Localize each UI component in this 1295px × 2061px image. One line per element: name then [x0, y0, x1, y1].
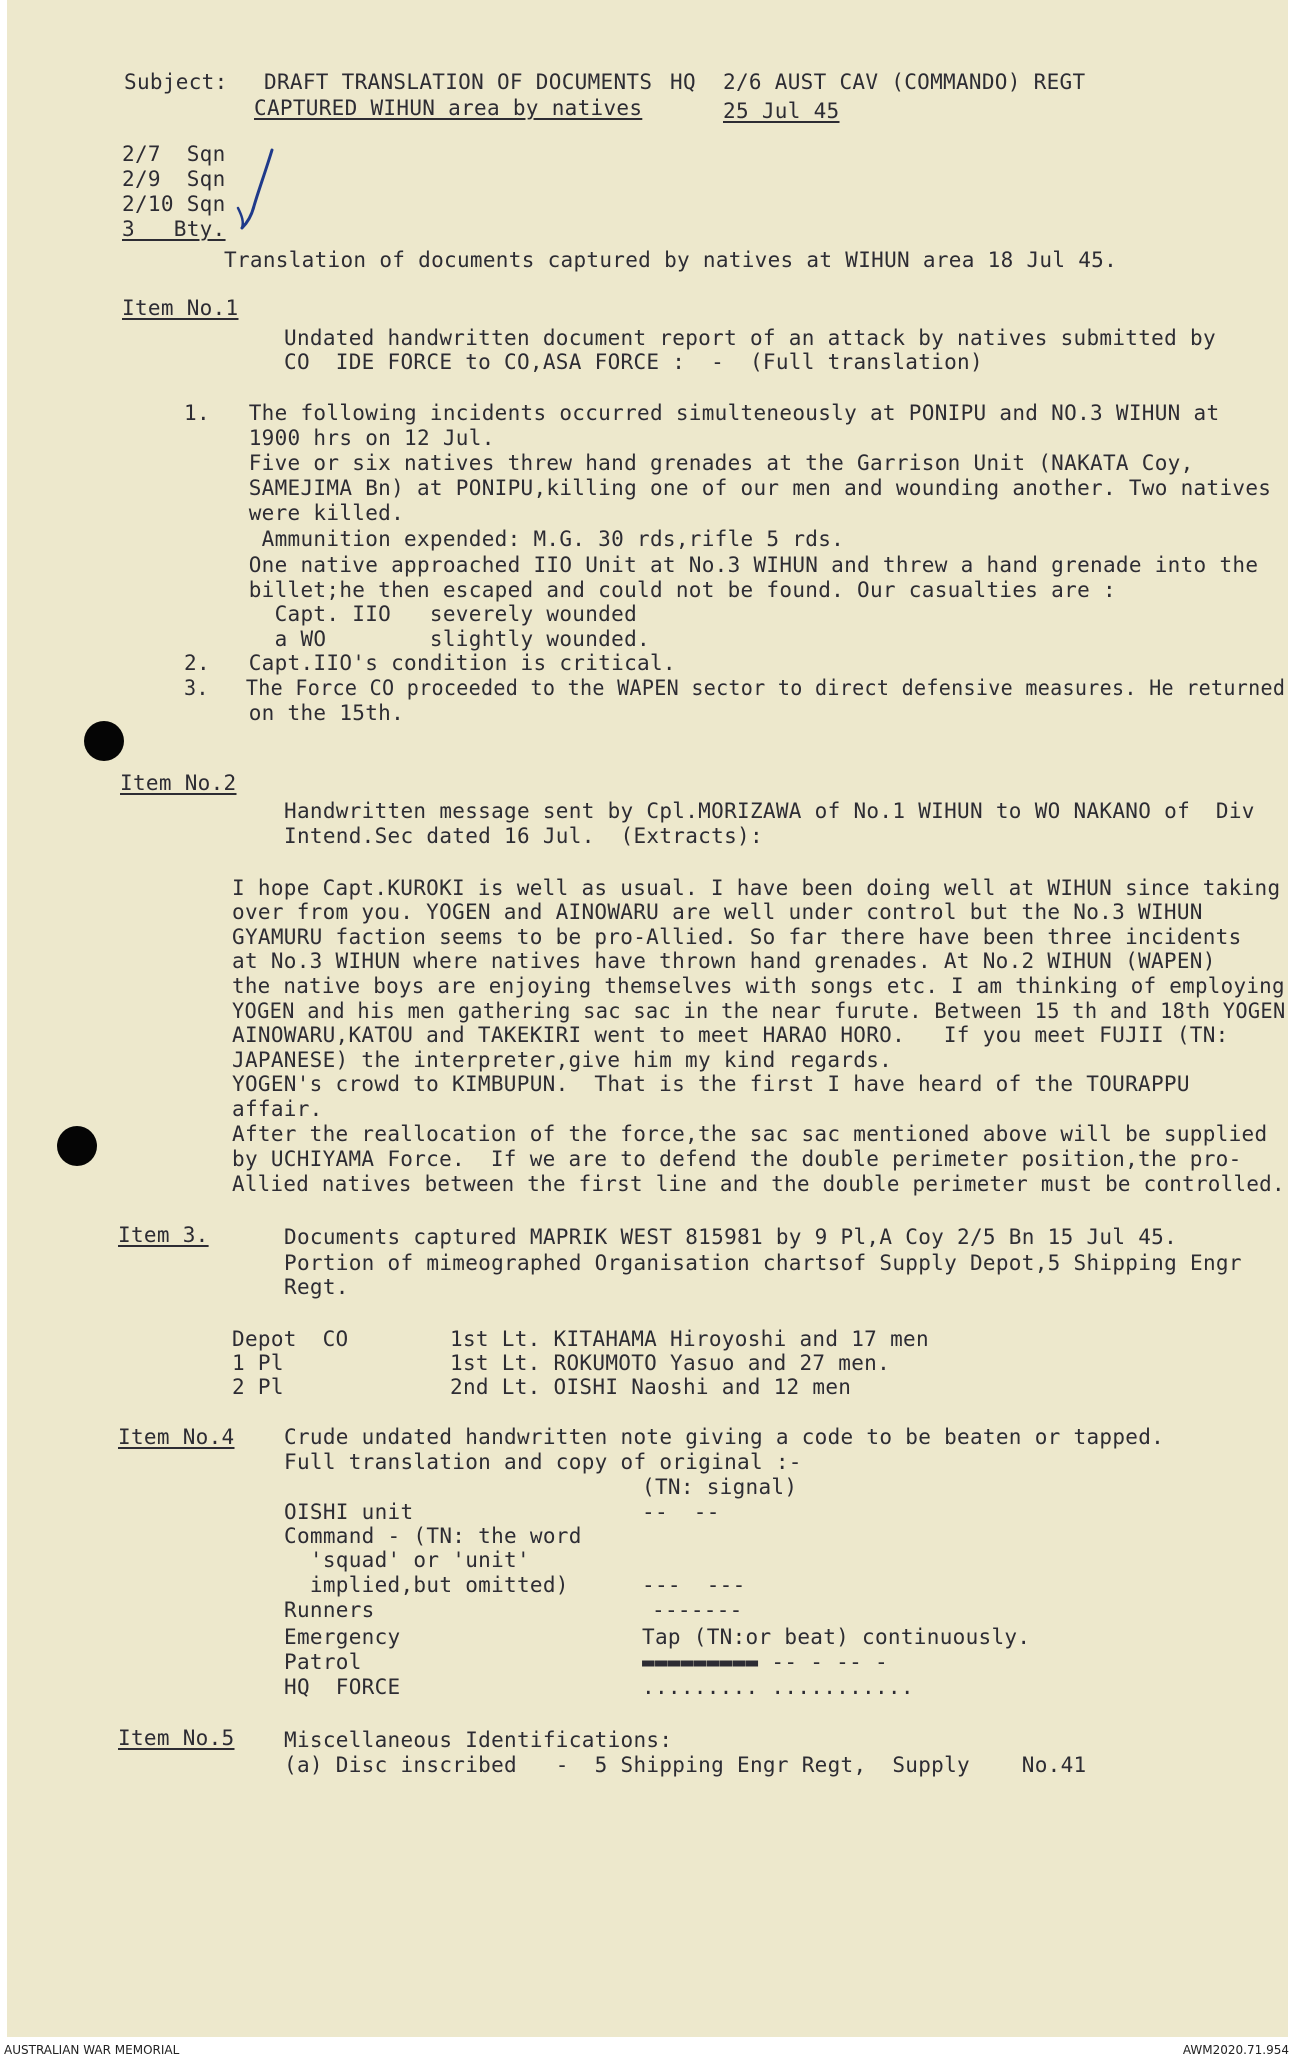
- code-term: Command - (TN: the word: [284, 1524, 582, 1548]
- code-term: 'squad' or 'unit': [284, 1548, 530, 1572]
- item4-desc: Crude undated handwritten note giving a code to be beaten or tapped.: [284, 1425, 1165, 1449]
- item2-desc: Handwritten message sent by Cpl.MORIZAWA of No.1 WIHUN to WO NAKANO of Div: [284, 799, 1255, 823]
- punch-hole: [57, 1126, 97, 1166]
- item1-line: Capt. IIO severely wounded: [184, 602, 638, 626]
- code-term: OISHI unit: [284, 1500, 414, 1524]
- item4-label: Item No.4: [118, 1425, 235, 1449]
- subject-label: Subject:: [124, 70, 228, 94]
- code-term: HQ FORCE: [284, 1675, 401, 1699]
- org-detail: 2nd Lt. OISHI Naoshi and 12 men: [450, 1375, 852, 1399]
- code-signal: -- --: [642, 1500, 720, 1524]
- code-term: implied,but omitted): [284, 1573, 569, 1597]
- item2-label: Item No.2: [120, 771, 237, 795]
- item2-line: I hope Capt.KUROKI is well as usual. I have been doing well at WIHUN since taking: [232, 876, 1281, 900]
- subject-line-2: CAPTURED WIHUN area by natives: [254, 96, 643, 120]
- org-unit: 1 Pl: [232, 1351, 284, 1375]
- item2-line: over from you. YOGEN and AINOWARU are well under control but the No.3 WIHUN: [232, 900, 1203, 924]
- pen-tick-mark: [232, 148, 278, 230]
- item3-desc: Documents captured MAPRIK WEST 815981 by 9 Pl,A Coy 2/5 Bn 15 Jul 45.: [284, 1225, 1178, 1249]
- item2-line: JAPANESE) the interpreter,give him my kind regards.: [232, 1048, 893, 1072]
- item1-line: on the 15th.: [184, 701, 405, 725]
- archive-reference: AWM2020.71.954: [1182, 2043, 1289, 2057]
- item3-desc: Portion of mimeographed Organisation chartsof Supply Depot,5 Shipping Engr: [284, 1251, 1242, 1275]
- signal-header: (TN: signal): [642, 1475, 798, 1499]
- item5-label: Item No.5: [118, 1726, 235, 1750]
- code-signal: Tap (TN:or beat) continuously.: [642, 1625, 1031, 1649]
- document-date: 25 Jul 45: [723, 99, 840, 123]
- item1-line: Ammunition expended: M.G. 30 rds,rifle 5 rds.: [184, 527, 845, 551]
- org-detail: 1st Lt. KITAHAMA Hiroyoshi and 17 men: [450, 1327, 929, 1351]
- unit-name: 2/6 AUST CAV (COMMANDO) REGT: [723, 70, 1086, 94]
- item1-line: 1. The following incidents occurred simulteneously at PONIPU and NO.3 WIHUN at: [184, 401, 1220, 425]
- item5-desc: Miscellaneous Identifications:: [284, 1728, 673, 1752]
- item1-line: were killed.: [184, 501, 405, 525]
- subject-line-1: DRAFT TRANSLATION OF DOCUMENTS: [264, 70, 653, 94]
- item1-desc: Undated handwritten document report of an attack by natives submitted by: [284, 326, 1216, 350]
- org-unit: Depot CO: [232, 1327, 349, 1351]
- punch-hole: [84, 721, 124, 761]
- item1-line: 2. Capt.IIO's condition is critical.: [184, 651, 676, 675]
- code-signal: --- ---: [642, 1573, 746, 1597]
- code-term: Emergency: [284, 1625, 401, 1649]
- item1-line: 1900 hrs on 12 Jul.: [184, 426, 495, 450]
- hq-label: HQ: [670, 70, 696, 94]
- code-term: Runners: [284, 1598, 375, 1622]
- item1-line: One native approached IIO Unit at No.3 WIHUN and threw a hand grenade into the: [184, 553, 1259, 577]
- code-signal: ▬▬▬▬▬▬▬▬▬ -- - -- -: [642, 1650, 888, 1674]
- item2-line: GYAMURU faction seems to be pro-Allied. So far there have been three incidents: [232, 925, 1242, 949]
- archive-credit: AUSTRALIAN WAR MEMORIAL: [4, 2043, 180, 2057]
- intro-text: Translation of documents captured by natives at WIHUN area 18 Jul 45.: [224, 248, 1118, 272]
- item2-line: AINOWARU,KATOU and TAKEKIRI went to meet HARAO HORO. If you meet FUJII (TN:: [232, 1023, 1229, 1047]
- item1-line: a WO slightly wounded.: [184, 627, 650, 651]
- item2-line: After the reallocation of the force,the sac sac mentioned above will be supplied: [232, 1122, 1268, 1146]
- item4-desc: Full translation and copy of original :-: [284, 1450, 802, 1474]
- item3-label: Item 3.: [118, 1223, 209, 1247]
- item1-label: Item No.1: [122, 296, 239, 320]
- item3-desc: Regt.: [284, 1275, 349, 1299]
- distribution-item: 2/9 Sqn: [122, 167, 226, 191]
- distribution-item: 3 Bty.: [122, 217, 226, 241]
- item1-desc: CO IDE FORCE to CO,ASA FORCE : - (Full translation): [284, 350, 983, 374]
- item2-line: YOGEN and his men gathering sac sac in the near furute. Between 15 th and 18th YOGEN: [232, 999, 1286, 1023]
- distribution-item: 2/10 Sqn: [122, 192, 226, 216]
- item2-line: the native boys are enjoying themselves with songs etc. I am thinking of employing: [232, 974, 1285, 998]
- item1-line: 3. The Force CO proceeded to the WAPEN sector to direct defensive measures. He returned: [184, 676, 1286, 700]
- item1-line: billet;he then escaped and could not be found. Our casualties are :: [184, 578, 1116, 602]
- item2-line: by UCHIYAMA Force. If we are to defend the double perimeter position,the pro-: [232, 1147, 1242, 1171]
- code-signal: -------: [652, 1598, 743, 1622]
- item1-line: Five or six natives threw hand grenades at the Garrison Unit (NAKATA Coy,: [184, 451, 1194, 475]
- item1-line: SAMEJIMA Bn) at PONIPU,killing one of our men and wounding another. Two natives: [184, 476, 1272, 500]
- item5-desc: (a) Disc inscribed - 5 Shipping Engr Regt, Supply No.41: [284, 1753, 1087, 1777]
- item2-line: Allied natives between the first line and the double perimeter must be controlled.: [232, 1172, 1285, 1196]
- item2-desc: Intend.Sec dated 16 Jul. (Extracts):: [284, 824, 763, 848]
- item2-line: YOGEN's crowd to KIMBUPUN. That is the first I have heard of the TOURAPPU: [232, 1072, 1190, 1096]
- code-term: Patrol: [284, 1650, 362, 1674]
- code-signal: ......... ...........: [642, 1675, 914, 1699]
- org-unit: 2 Pl: [232, 1375, 284, 1399]
- item2-line: affair.: [232, 1097, 323, 1121]
- item2-line: at No.3 WIHUN where natives have thrown hand grenades. At No.2 WIHUN (WAPEN): [232, 949, 1216, 973]
- org-detail: 1st Lt. ROKUMOTO Yasuo and 27 men.: [450, 1351, 891, 1375]
- distribution-item: 2/7 Sqn: [122, 142, 226, 166]
